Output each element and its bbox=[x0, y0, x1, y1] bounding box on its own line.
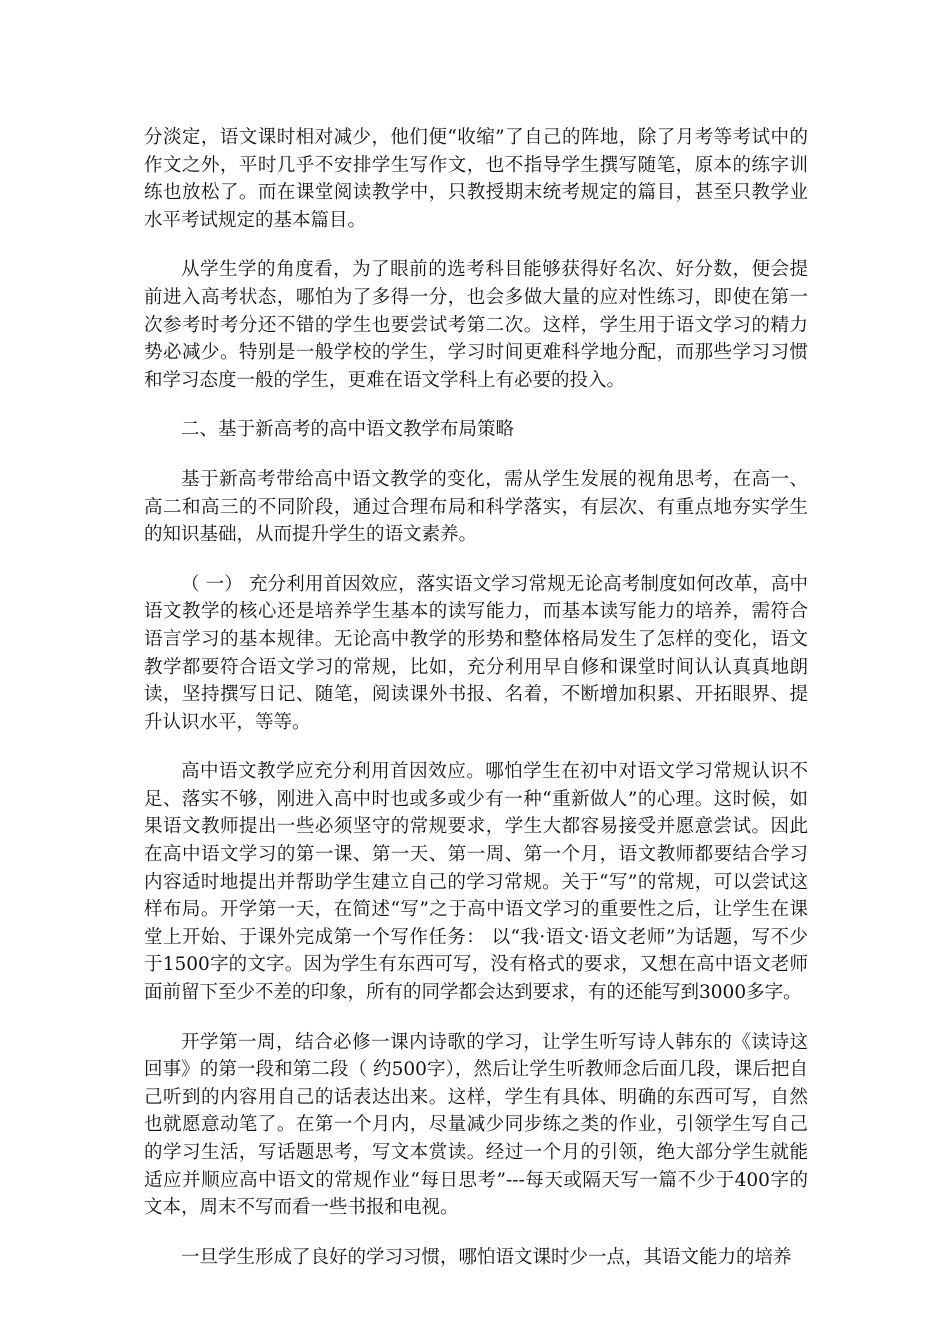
paragraph: 一旦学生形成了良好的学习习惯，哪怕语文课时少一点，其语文能力的培养 bbox=[181, 1246, 792, 1268]
paragraph: （ 一） 充分利用首因效应，落实语文学习常规无论高考制度如何改革，高中语文教学的核心还是培养学生基本的读写能力，而基本读写能力的培养，需符合语言学习的基本规律。无论高中教学的形势和整体格局发生了怎样的变化，语文教学都要符合语文学习的常规，比如，充分利用早自修和课堂时间认认真真地朗读，坚持撰写日记、随笔，阅读课外书报、名着，不断增加积累、开拓眼界、提升认识水平，等等。 bbox=[144, 573, 808, 733]
paragraph: 开学第一周，结合必修一课内诗歌的学习，让学生听写诗人韩东的《读诗这回事》的第一段和第二段（ 约500字），然后让学生听教师念后面几段，课后把自己听到的内容用自己的话表达出来。这样，学生有具体、明确的东西可写，自然也就愿意动笔了。在第一个月内，尽量减少同步练之类的作业，引领学生写自己的学习生活，写话题思考，写文本赏读。经过一个月的引领，绝大部分学生就能适应并顺应高中语文的常规作业“每日思考”---每天或隔天写一篇不少于400字的文本，周末不写而看一些书报和电视。 bbox=[144, 1031, 808, 1219]
document-body bbox=[144, 124, 808, 1293]
paragraph: 从学生学的角度看，为了眼前的选考科目能够获得好名次、好分数，便会提前进入高考状态，哪怕为了多得一分，也会多做大量的应对性练习，即使在第一次参考时考分还不错的学生也要尝试考第二次。这样，学生用于语文学习的精力势必减少。特别是一般学校的学生，学习时间更难科学地分配，而那些学习习惯和学习态度一般的学生，更难在语文学科上有必要的投入。 bbox=[144, 259, 808, 391]
paragraph: 高中语文教学应充分利用首因效应。哪怕学生在初中对语文学习常规认识不足、落实不够，刚进入高中时也或多或少有一种“重新做人”的心理。这时候，如果语文教师提出一些必须坚守的常规要求，学生大都容易接受并愿意尝试。因此在高中语文学习的第一课、第一天、第一周、第一个月，语文教师都要结合学习内容适时地提出并帮助学生建立自己的学习常规。关于“写”的常规，可以尝试这样布局。开学第一天，在简述“写”之于高中语文学习的重要性之后，让学生在课堂上开始、于课外完成第一个写作任务： 以“我·语文·语文老师”为话题，写不少于1500字的文字。因为学生有东西可写，没有格式的要求，又想在高中语文老师面前留下至少不差的印象，所有的同学都会达到要求，有的还能写到3000多字。 bbox=[144, 761, 808, 1004]
paragraph: 基于新高考带给高中语文教学的变化，需从学生发展的视角思考，在高一、高二和高三的不同阶段，通过合理布局和科学落实，有层次、有重点地夯实学生的知识基础，从而提升学生的语文素养。 bbox=[144, 468, 808, 546]
section-heading: 二、基于新高考的高中语文教学布局策略 bbox=[181, 419, 515, 441]
paragraph-continuation: 分淡定，语文课时相对减少，他们便“收缩”了自己的阵地，除了月考等考试中的作文之外，平时几乎不安排学生写作文，也不指导学生撰写随笔，原本的练字训练也放松了。而在课堂阅读教学中，只教授期末统考规定的篇目，甚至只教学业水平考试规定的基本篇目。 bbox=[144, 127, 808, 231]
